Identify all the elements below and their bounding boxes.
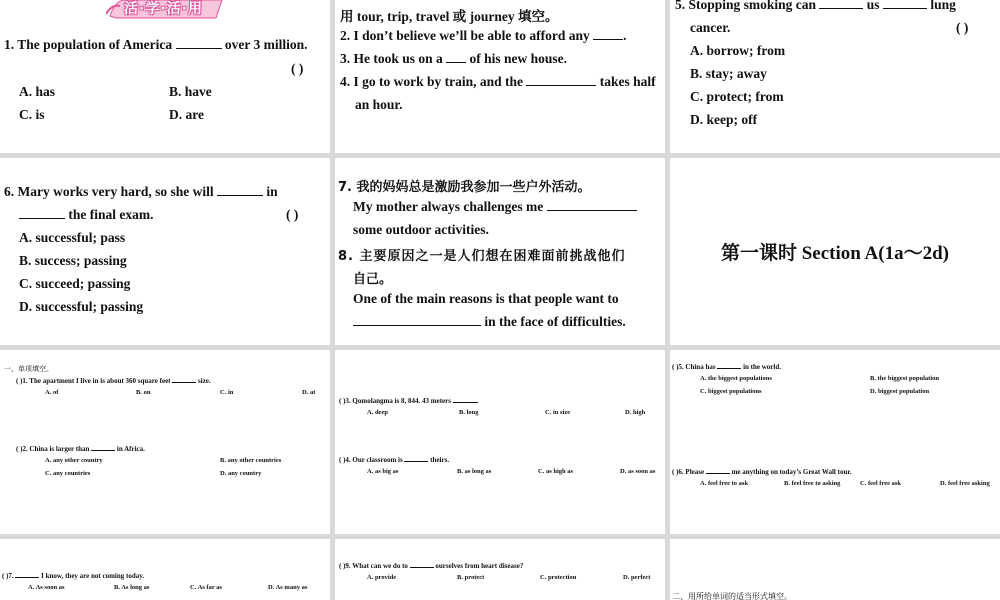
section-heading: 一、单项填空。 (4, 365, 53, 373)
option-b: B. on (136, 389, 151, 396)
option-c: C. succeed; passing (19, 276, 131, 291)
option-d: D. biggest population (870, 388, 930, 395)
question-4: ( )4. Our classroom is theirs. (339, 456, 450, 464)
question-5-cont: cancer. (690, 20, 731, 35)
option-d: D. are (169, 107, 204, 122)
option-c: C. protection (540, 574, 577, 581)
option-b: B. feel free to asking (784, 480, 841, 487)
option-d: D. feel free asking (940, 480, 990, 487)
slide-panel-3 (670, 0, 1000, 153)
question-2: 2. I don’t believe we’ll be able to afford any . (340, 28, 627, 43)
option-a: A. borrow; from (690, 43, 786, 58)
option-b: B. long (459, 409, 479, 416)
option-a: A. successful; pass (19, 230, 126, 245)
slide-panel-11 (335, 539, 665, 600)
slide-panel-5 (335, 158, 665, 345)
option-c: C. any countries (45, 470, 91, 477)
option-a: A. has (19, 84, 56, 99)
logo-text: 活·学·活·用 (124, 1, 203, 17)
option-b: B. as long as (457, 468, 492, 475)
question-3: ( )3. Qomolangma is 8, 844. 43 meters . (339, 397, 479, 405)
question-1: ( )1. The apartment I live in is about 360 square feet size. (16, 377, 211, 385)
option-a: A. feel free to ask (700, 480, 749, 487)
option-a: A. as big as (367, 468, 399, 475)
option-a: A. deep (367, 409, 388, 416)
option-b: B. the biggest population (870, 375, 939, 382)
slide-panel-4 (0, 158, 330, 345)
question-7-cont: some outdoor activities. (353, 222, 489, 237)
option-c: C. as high as (538, 468, 574, 475)
option-d: D. any country (220, 470, 262, 477)
option-a: A. As soon as (28, 584, 65, 591)
question-7: ( )7. I know, they are not coming today. (2, 572, 145, 580)
slide-panel-9 (670, 350, 1000, 534)
option-a: A. any other country (45, 457, 103, 464)
question-2: ( )2. China is larger than in Africa. (16, 445, 145, 453)
answer-paren: ( ) (291, 61, 304, 76)
question-4-cont: an hour. (355, 97, 403, 112)
question-5: ( )5. China has in the world. (672, 363, 781, 371)
slide-panel-1 (0, 0, 330, 153)
option-c: C. As far as (190, 584, 223, 591)
option-b: B. any other countries (220, 457, 282, 464)
section-heading: 二、用所给单词的适当形式填空。 (672, 592, 792, 600)
slide-panel-10 (0, 539, 330, 600)
question-7-english: My mother always challenges me (353, 199, 637, 215)
question-3: 3. He took us on a of his new house. (340, 51, 568, 66)
question-1: 1. The population of America over 3 million. (4, 37, 308, 52)
question-8-english: One of the main reasons is that people want to (353, 291, 619, 306)
option-a: A. the biggest populations (700, 375, 772, 382)
option-d: D. as soon as (620, 468, 656, 475)
option-b: B. have (169, 84, 212, 99)
option-b: B. As long as (114, 584, 150, 591)
option-b: B. success; passing (19, 253, 127, 268)
option-a: A. of (45, 389, 59, 396)
option-d: D. high (625, 409, 646, 416)
slide-panel-6 (670, 158, 1000, 345)
option-d: D. As many as (268, 584, 308, 591)
question-8-chinese-cont: 自己。 (353, 272, 393, 287)
option-c: C. in size (545, 409, 571, 416)
question-6: ( )6. Please me anything on today’s Great Wall tour. (672, 468, 852, 476)
option-c: C. feel free ask (860, 480, 902, 487)
answer-paren: ( ) (956, 20, 969, 35)
option-d: D. perfect (623, 574, 651, 581)
option-a: A. provide (367, 574, 397, 581)
option-b: B. stay; away (690, 66, 767, 81)
option-c: C. protect; from (690, 89, 784, 104)
question-9: ( )9. What can we do to ourselves from heart disease? (339, 562, 524, 570)
question-6: 6. Mary works very hard, so she will in (4, 184, 278, 199)
option-d: D. keep; off (690, 112, 758, 127)
question-8-cont: in the face of difficulties. (353, 314, 626, 330)
slide-panel-2 (335, 0, 665, 153)
question-5: 5. Stopping smoking can us lung (675, 0, 956, 12)
slide-panel-8 (335, 350, 665, 534)
option-c: C. biggest populations (700, 388, 762, 395)
answer-paren: ( ) (286, 207, 299, 222)
option-b: B. protect (457, 574, 485, 581)
option-d: D. successful; passing (19, 299, 144, 314)
option-c: C. is (19, 107, 45, 122)
instruction: 用 tour, trip, travel 或 journey 填空。 (340, 9, 559, 24)
option-c: C. in (220, 389, 234, 396)
slide-panel-12 (670, 539, 1000, 600)
question-7-chinese: 7. 我的妈妈总是激励我参加一些户外活动。 (338, 180, 591, 195)
slide-panel-7 (0, 350, 330, 534)
option-d: D. at (302, 389, 316, 396)
question-8-chinese: 8. 主要原因之一是人们想在困难面前挑战他们 (338, 249, 626, 264)
question-6-cont: the final exam. (19, 207, 154, 223)
lesson-title: 第一课时 Section A(1a～2d) (720, 243, 949, 264)
question-4: 4. I go to work by train, and the takes half (340, 74, 656, 89)
